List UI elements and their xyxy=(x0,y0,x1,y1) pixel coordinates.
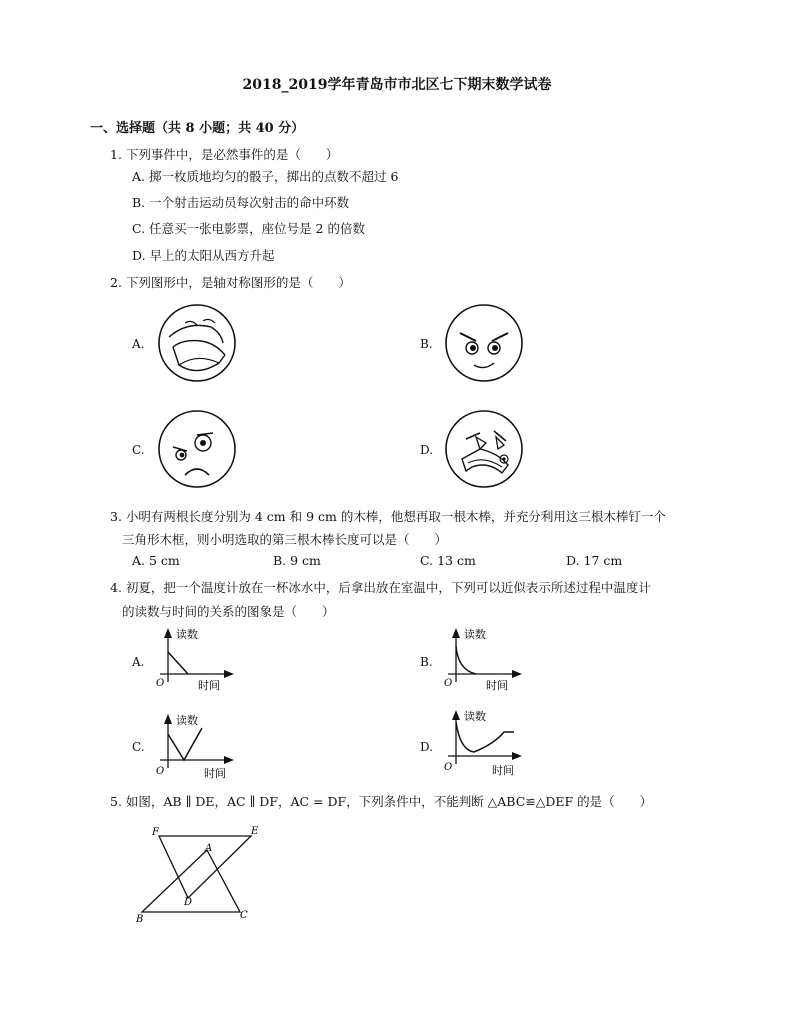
graph-c-figure xyxy=(150,708,240,780)
graph-b-y-label: 读数 xyxy=(464,628,486,641)
question-2-stem: 2. 下列图形中，是轴对称图形的是（ ） xyxy=(110,275,351,290)
question-3-stem-line1: 3. 小明有两根长度分别为 4 cm 和 9 cm 的木棒，他想再取一根木棒，并充分利用这三根木棒钉一个 xyxy=(110,509,666,524)
graph-a-y-label: 读数 xyxy=(176,628,198,641)
question-2-label-b: B. xyxy=(420,337,433,351)
face-c-figure xyxy=(157,409,237,489)
question-1-stem: 1. 下列事件中，是必然事件的是（ ） xyxy=(110,147,339,162)
triangle-figure xyxy=(130,822,270,925)
face-a-figure xyxy=(157,303,237,383)
point-b-label: B xyxy=(136,914,144,925)
graph-c-x-label: 时间 xyxy=(204,767,226,780)
graph-a-origin: O xyxy=(156,678,165,689)
question-4-stem-line2: 的读数与时间的关系的图象是（ ） xyxy=(122,604,335,619)
question-4-stem-line1: 4. 初夏，把一个温度计放在一杯冰水中，后拿出放在室温中，下列可以近似表示所述过程中温度计 xyxy=(110,580,651,595)
question-5-stem: 5. 如图，AB ∥ DE，AC ∥ DF，AC = DF，下列条件中，不能判断 △ABC≌△DEF 的是（ ） xyxy=(110,794,653,809)
graph-d-x-label: 时间 xyxy=(492,764,514,777)
question-3-stem-line2: 三角形木框，则小明选取的第三根木棒长度可以是（ ） xyxy=(122,532,448,547)
graph-d-figure xyxy=(438,704,528,780)
graph-c-origin: O xyxy=(156,766,165,777)
graph-d-y-label: 读数 xyxy=(464,710,486,723)
graph-c-y-label: 读数 xyxy=(176,714,198,727)
graph-a-figure xyxy=(150,622,240,694)
point-e-label: E xyxy=(251,826,259,837)
section-heading: 一、选择题（共 8 小题；共 40 分） xyxy=(90,121,305,136)
question-1-option-b: B. 一个射击运动员每次射击的命中环数 xyxy=(132,195,350,210)
point-f-label: F xyxy=(152,827,159,838)
face-b-figure xyxy=(444,303,524,383)
question-4-label-a: A. xyxy=(132,655,145,669)
question-3-option-a: A. 5 cm xyxy=(132,553,180,568)
graph-a-x-label: 时间 xyxy=(198,679,220,692)
question-3-option-b: B. 9 cm xyxy=(273,553,321,568)
question-2-label-c: C. xyxy=(132,443,145,457)
question-4-label-d: D. xyxy=(420,740,434,754)
graph-d-origin: O xyxy=(444,762,453,773)
question-1-option-d: D. 早上的太阳从西方升起 xyxy=(132,248,275,263)
question-4-label-b: B. xyxy=(420,655,433,669)
graph-b-origin: O xyxy=(444,678,453,689)
question-3-option-d: D. 17 cm xyxy=(566,553,623,568)
question-2-label-a: A. xyxy=(132,337,145,351)
graph-b-figure xyxy=(438,622,528,694)
question-4-label-c: C. xyxy=(132,740,145,754)
question-3-option-c: C. 13 cm xyxy=(420,553,476,568)
face-d-figure xyxy=(444,409,524,489)
question-2-label-d: D. xyxy=(420,443,434,457)
question-1-option-a: A. 掷一枚质地均匀的骰子，掷出的点数不超过 6 xyxy=(132,169,399,184)
question-1-option-c: C. 任意买一张电影票，座位号是 2 的倍数 xyxy=(132,221,365,236)
point-a-label: A xyxy=(205,843,213,854)
point-d-label: D xyxy=(184,897,193,908)
point-c-label: C xyxy=(240,910,248,921)
graph-b-x-label: 时间 xyxy=(486,679,508,692)
page-title: 2018_2019学年青岛市市北区七下期末数学试卷 xyxy=(242,77,552,93)
